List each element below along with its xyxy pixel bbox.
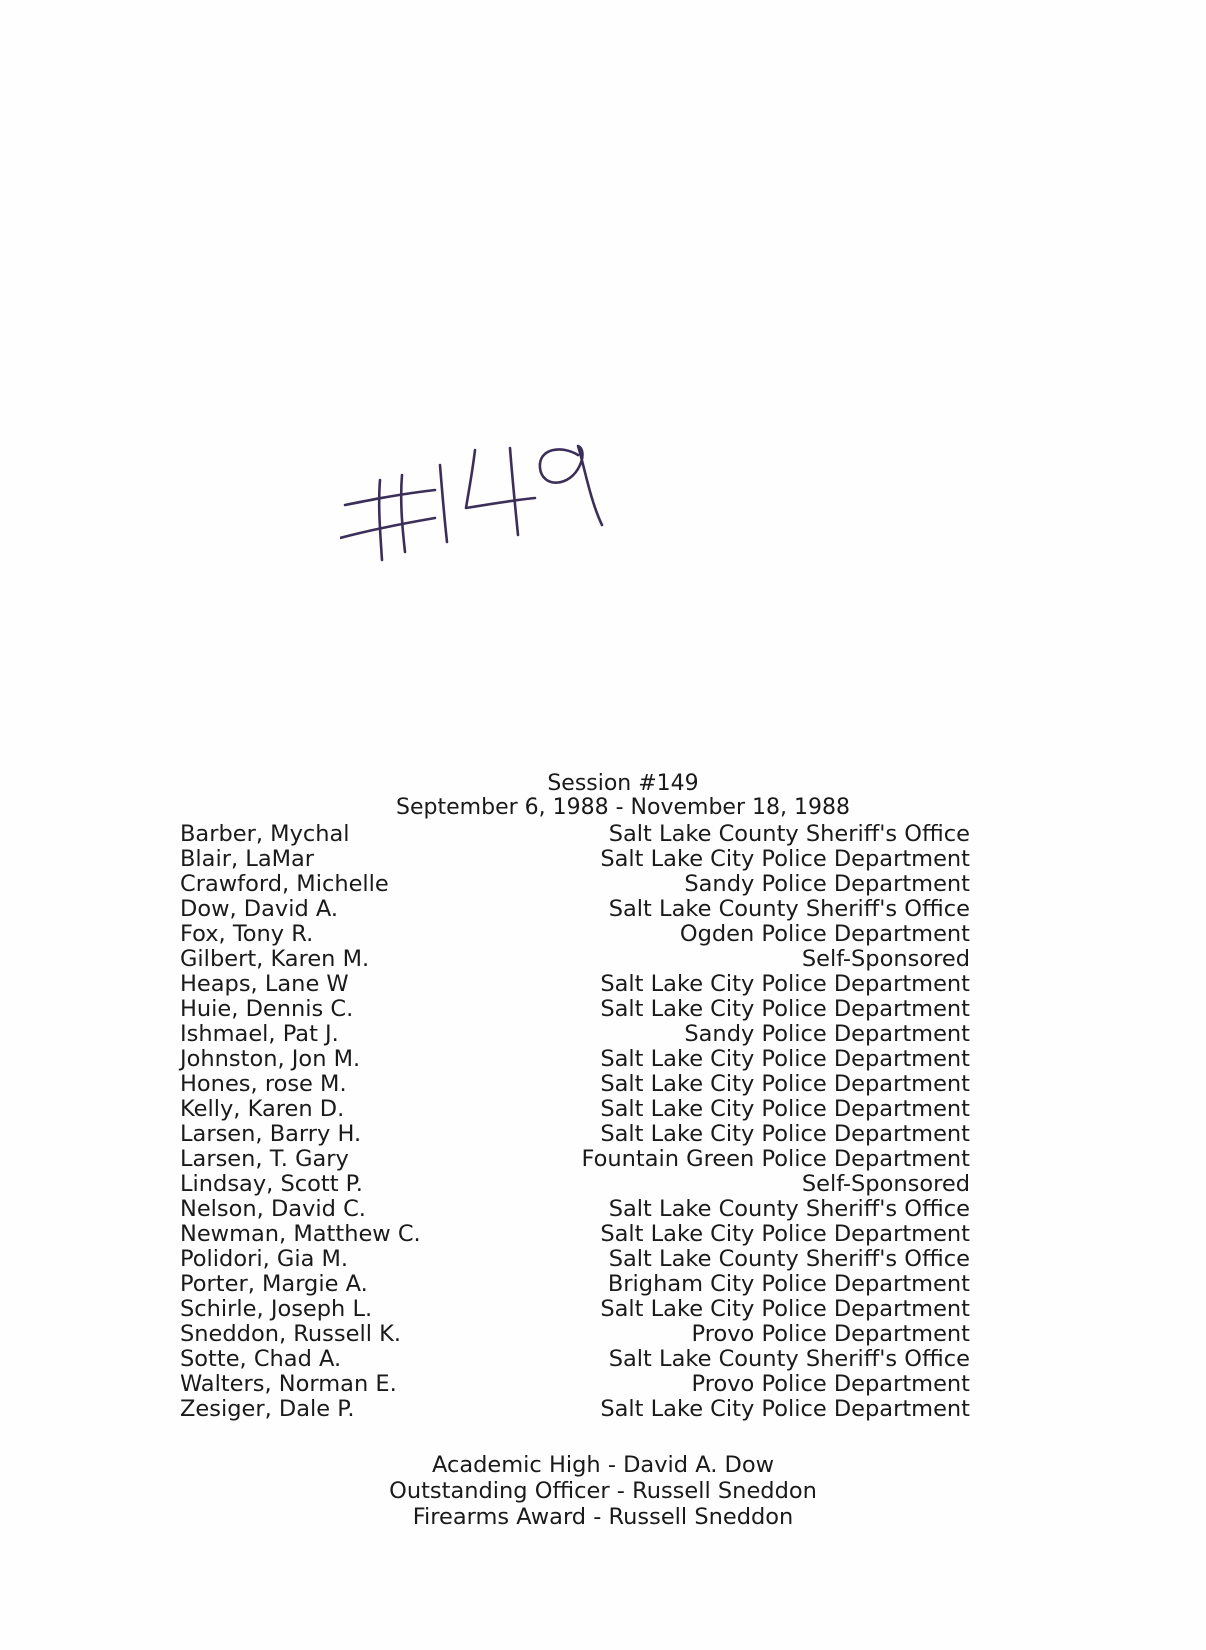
officer-agency: Salt Lake City Police Department: [600, 846, 970, 872]
roster-row: [180, 1022, 970, 1047]
officer-name: Kelly, Karen D.: [180, 1096, 345, 1122]
roster-row: [180, 1097, 970, 1122]
award-firearms: Firearms Award - Russell Sneddon: [412, 1504, 794, 1530]
roster-row: [180, 822, 970, 847]
officer-agency: Fountain Green Police Department: [581, 1146, 970, 1172]
officer-agency: Salt Lake City Police Department: [600, 1296, 970, 1322]
officer-agency: Sandy Police Department: [684, 871, 970, 897]
officer-agency: Salt Lake City Police Department: [600, 1121, 970, 1147]
roster-row: [180, 1272, 970, 1297]
roster-list: [180, 822, 970, 1422]
session-title: Session #149: [547, 771, 699, 796]
roster-row: [180, 947, 970, 972]
officer-name: Barber, Mychal: [180, 821, 350, 847]
officer-agency: Self-Sponsored: [801, 946, 970, 972]
awards-section: [0, 1452, 1206, 1530]
officer-agency: Salt Lake County Sheriff's Office: [608, 1246, 970, 1272]
officer-name: Huie, Dennis C.: [180, 996, 354, 1022]
officer-agency: Salt Lake City Police Department: [600, 1396, 970, 1422]
officer-agency: Salt Lake County Sheriff's Office: [608, 896, 970, 922]
officer-name: Johnston, Jon M.: [180, 1046, 361, 1072]
officer-agency: Salt Lake City Police Department: [600, 1071, 970, 1097]
officer-name: Sneddon, Russell K.: [180, 1321, 402, 1347]
officer-name: Zesiger, Dale P.: [180, 1396, 355, 1422]
roster-row: [180, 1147, 970, 1172]
officer-name: Porter, Margie A.: [180, 1271, 368, 1297]
officer-name: Fox, Tony R.: [180, 921, 314, 947]
roster-row: [180, 1047, 970, 1072]
officer-agency: Salt Lake City Police Department: [600, 1096, 970, 1122]
officer-agency: Brigham City Police Department: [607, 1271, 970, 1297]
officer-name: Polidori, Gia M.: [180, 1246, 349, 1272]
officer-agency: Salt Lake County Sheriff's Office: [608, 1196, 970, 1222]
officer-name: Newman, Matthew C.: [180, 1221, 421, 1247]
officer-name: Larsen, Barry H.: [180, 1121, 362, 1147]
officer-name: Larsen, T. Gary: [180, 1146, 349, 1172]
officer-name: Ishmael, Pat J.: [180, 1021, 339, 1047]
roster-row: [180, 872, 970, 897]
roster-row: [180, 1347, 970, 1372]
session-dates: September 6, 1988 - November 18, 1988: [396, 795, 850, 820]
officer-name: Crawford, Michelle: [180, 871, 389, 897]
roster-row: [180, 972, 970, 997]
handwritten-session-number: [340, 420, 640, 570]
roster-row: [180, 897, 970, 922]
officer-name: Gilbert, Karen M.: [180, 946, 370, 972]
roster-row: [180, 1397, 970, 1422]
roster-row: [180, 1222, 970, 1247]
officer-name: Dow, David A.: [180, 896, 339, 922]
officer-agency: Sandy Police Department: [684, 1021, 970, 1047]
roster-row: [180, 1372, 970, 1397]
officer-agency: Provo Police Department: [691, 1321, 970, 1347]
officer-name: Nelson, David C.: [180, 1196, 366, 1222]
roster-row: [180, 1247, 970, 1272]
officer-agency: Salt Lake County Sheriff's Office: [608, 1346, 970, 1372]
officer-name: Hones, rose M.: [180, 1071, 347, 1097]
roster-row: [180, 1297, 970, 1322]
officer-agency: Ogden Police Department: [679, 921, 970, 947]
officer-agency: Salt Lake County Sheriff's Office: [608, 821, 970, 847]
roster-row: [180, 1197, 970, 1222]
roster-row: [180, 997, 970, 1022]
award-outstanding-officer: Outstanding Officer - Russell Sneddon: [389, 1478, 817, 1504]
officer-name: Walters, Norman E.: [180, 1371, 397, 1397]
roster-row: [180, 1322, 970, 1347]
roster-row: [180, 847, 970, 872]
officer-agency: Provo Police Department: [691, 1371, 970, 1397]
roster-row: [180, 922, 970, 947]
award-academic-high: Academic High - David A. Dow: [431, 1452, 774, 1478]
officer-agency: Salt Lake City Police Department: [600, 1046, 970, 1072]
officer-agency: Salt Lake City Police Department: [600, 971, 970, 997]
officer-agency: Self-Sponsored: [801, 1171, 970, 1197]
roster-row: [180, 1172, 970, 1197]
officer-agency: Salt Lake City Police Department: [600, 1221, 970, 1247]
officer-name: Lindsay, Scott P.: [180, 1171, 363, 1197]
roster-row: [180, 1072, 970, 1097]
roster-row: [180, 1122, 970, 1147]
officer-name: Blair, LaMar: [180, 846, 315, 872]
officer-name: Sotte, Chad A.: [180, 1346, 342, 1372]
officer-name: Heaps, Lane W: [180, 971, 349, 997]
officer-agency: Salt Lake City Police Department: [600, 996, 970, 1022]
officer-name: Schirle, Joseph L.: [180, 1296, 373, 1322]
